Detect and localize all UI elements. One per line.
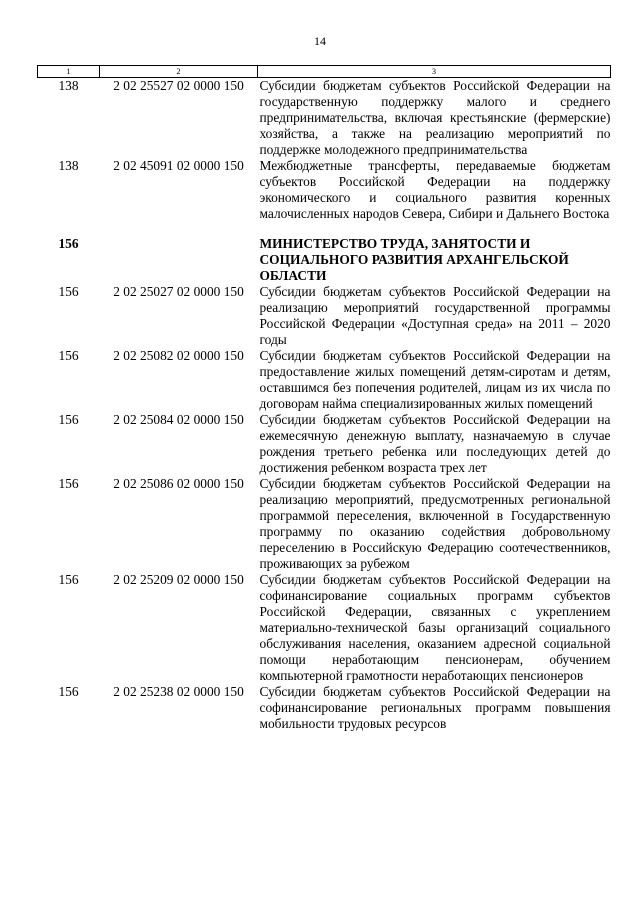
description-cell: Субсидии бюджетам субъектов Российской Федерации на реализацию мероприятий государственной программы Российской Федерации «Доступная среда» на 2011 – 2020 годы	[259, 284, 611, 347]
description-cell: Субсидии бюджетам субъектов Российской Федерации на реализацию мероприятий, предусмотренных региональной программой переселения, включенной в Государственную программу по оказанию содействия добровольному переселению в Российскую Федерацию соотечественников, проживающих за рубежом	[259, 476, 611, 571]
spacer-row	[38, 222, 611, 236]
budget-code-cell: 2 02 25209 02 0000 150	[113, 572, 244, 587]
ministry-title: МИНИСТЕРСТВО ТРУДА, ЗАНЯТОСТИ И СОЦИАЛЬНОГО РАЗВИТИЯ АРХАНГЕЛЬСКОЙ ОБЛАСТИ	[259, 236, 569, 283]
admin-code-cell: 156	[58, 572, 79, 587]
table-row	[38, 78, 611, 159]
admin-code-cell: 156	[58, 412, 79, 427]
description-cell: Субсидии бюджетам субъектов Российской Федерации на софинансирование региональных программ повышения мобильности трудовых ресурсов	[259, 684, 611, 731]
admin-code-cell: 138	[58, 158, 79, 173]
budget-code-cell: 2 02 25084 02 0000 150	[113, 412, 244, 427]
column-header-3: 3	[258, 66, 611, 78]
table-header-row	[38, 66, 611, 78]
budget-code-cell: 2 02 25086 02 0000 150	[113, 476, 244, 491]
admin-code-cell: 156	[58, 236, 79, 251]
admin-code-cell: 156	[58, 348, 79, 363]
budget-code-cell: 2 02 45091 02 0000 150	[113, 158, 244, 173]
table-row	[38, 476, 611, 572]
budget-code-cell: 2 02 25238 02 0000 150	[113, 684, 244, 699]
revenue-code-table	[37, 65, 611, 732]
description-cell: Субсидии бюджетам субъектов Российской Федерации на ежемесячную денежную выплату, назначаемую в случае рождения третьего ребенка или последующих детей до достижения ребенком возраста трех лет	[259, 412, 611, 475]
admin-code-cell: 156	[58, 284, 79, 299]
admin-code-cell: 156	[58, 476, 79, 491]
ministry-heading-row	[38, 236, 611, 284]
admin-code-cell: 156	[58, 684, 79, 699]
column-header-1: 1	[38, 66, 100, 78]
table-row	[38, 412, 611, 476]
table-row	[38, 572, 611, 684]
page-number: 14	[314, 34, 326, 48]
budget-code-cell	[100, 236, 258, 284]
budget-code-cell: 2 02 25027 02 0000 150	[113, 284, 244, 299]
budget-code-cell: 2 02 25527 02 0000 150	[113, 78, 244, 93]
table-row	[38, 684, 611, 732]
table-row	[38, 284, 611, 348]
description-cell: Субсидии бюджетам субъектов Российской Федерации на государственную поддержку малого и среднего предпринимательства, включая крестьянские (фермерские) хозяйства, а также на реализацию мероприятий по поддержке молодежного предпринимательства	[259, 78, 611, 157]
column-header-2: 2	[100, 66, 258, 78]
description-cell: Субсидии бюджетам субъектов Российской Федерации на предоставление жилых помещений детям-сиротам и детям, оставшимся без попечения родителей, лицам из их числа по договорам найма специализированных жилых помещений	[259, 348, 611, 411]
budget-code-cell: 2 02 25082 02 0000 150	[113, 348, 244, 363]
description-cell: Межбюджетные трансферты, передаваемые бюджетам субъектов Российской Федерации на поддержку экономического и социального развития коренных малочисленных народов Севера, Сибири и Дальнего Востока	[259, 158, 611, 221]
description-cell: Субсидии бюджетам субъектов Российской Федерации на софинансирование социальных программ субъектов Российской Федерации, связанных с укреплением материально-технической базы организаций социального обслуживания населения, оказанием адресной социальной помощи неработающим пенсионерам, обучением компьютерной грамотности неработающих пенсионеров	[259, 572, 611, 683]
table-row	[38, 158, 611, 222]
admin-code-cell: 138	[58, 78, 79, 93]
table-row	[38, 348, 611, 412]
